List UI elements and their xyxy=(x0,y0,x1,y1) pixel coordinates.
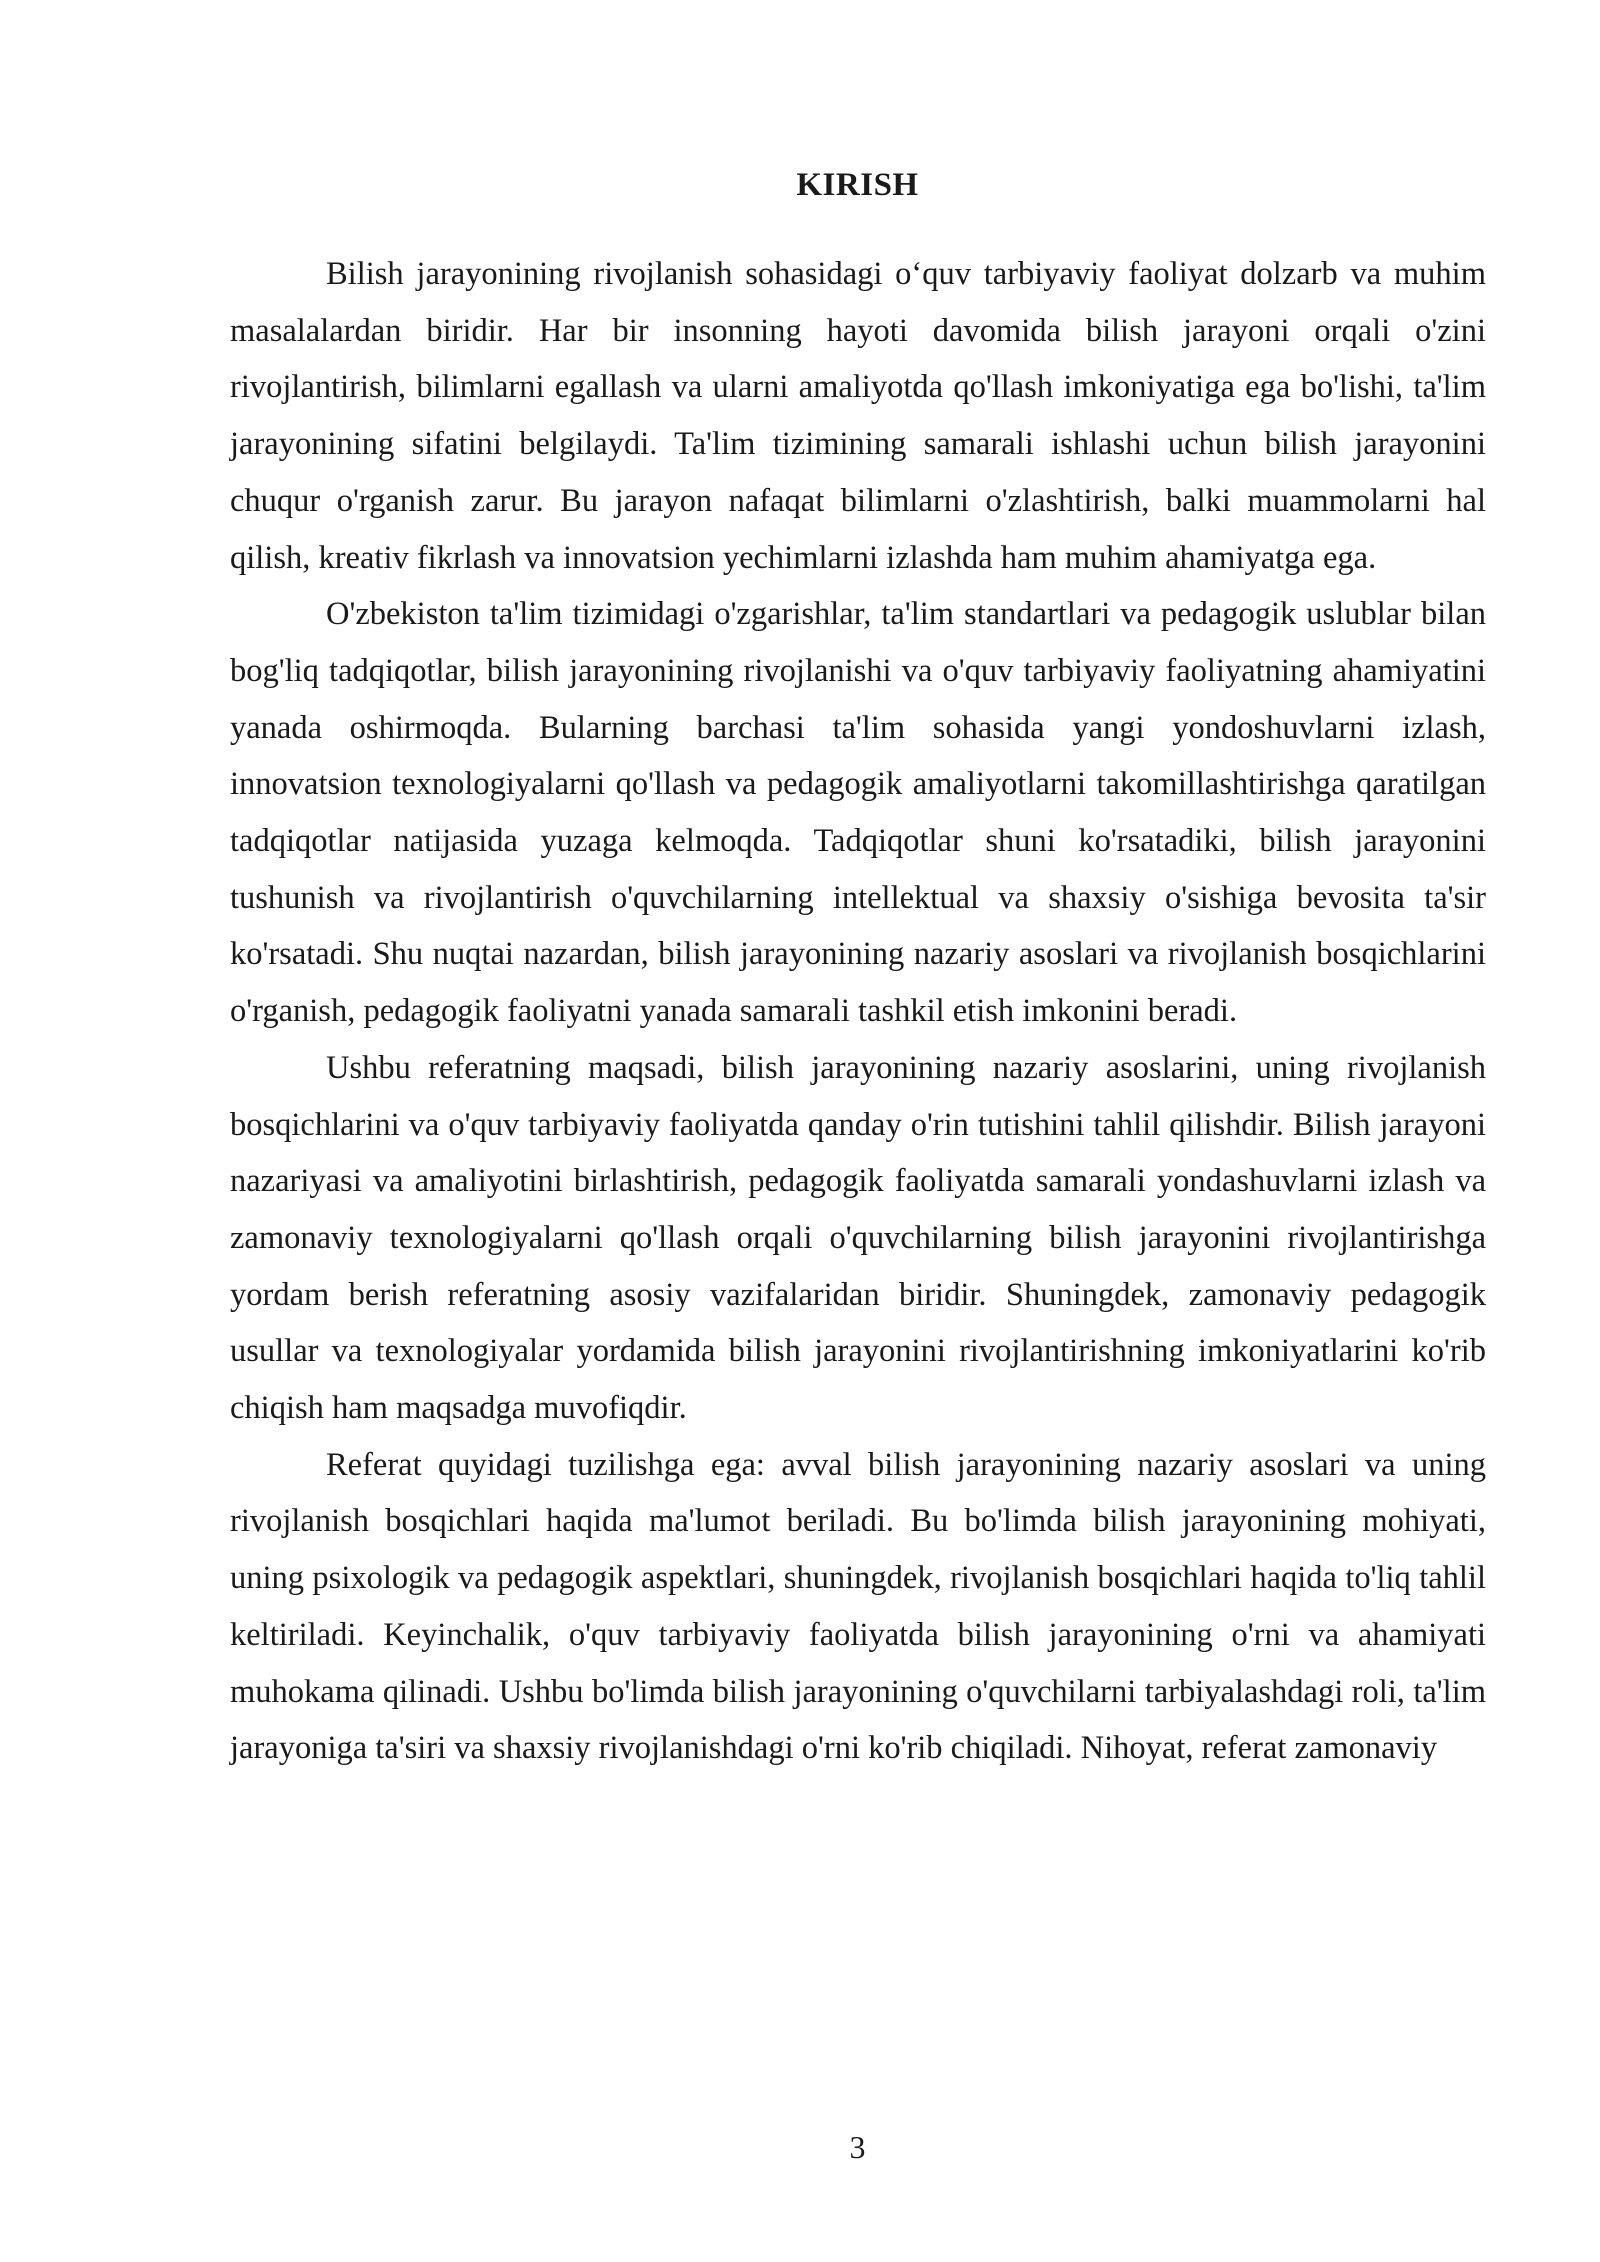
paragraph-1: Bilish jarayonining rivojlanish sohasidagi o‘quv tarbiyaviy faoliyat dolzarb va muhim masalalardan biridir. Har bir insonning hayoti davomida bilish jarayoni orqali o'zini rivojlantirish, bilimlarni egallash va ularni amaliyotda qo'llash imkoniyatiga ega bo'lishi, ta'lim jarayonining sifatini belgilaydi. Ta'lim tizimining samarali ishlashi uchun bilish jarayonini chuqur o'rganish zarur. Bu jarayon nafaqat bilimlarni o'zlashtirish, balki muammolarni hal qilish, kreativ fikrlash va innovatsion yechimlarni izlashda ham muhim ahamiyatga ega. xyxy=(230,256,1486,576)
page-title: KIRISH xyxy=(796,167,919,203)
body-text xyxy=(230,246,1486,1777)
paragraph-2: O'zbekiston ta'lim tizimidagi o'zgarishlar, ta'lim standartlari va pedagogik uslublar bilan bog'liq tadqiqotlar, bilish jarayonining rivojlanishi va o'quv tarbiyaviy faoliyatning ahamiyatini yanada oshirmoqda. Bularning barchasi ta'lim sohasida yangi yondoshuvlarni izlash, innovatsion texnologiyalarni qo'llash va pedagogik amaliyotlarni takomillashtirishga qaratilgan tadqiqotlar natijasida yuzaga kelmoqda. Tadqiqotlar shuni ko'rsatadiki, bilish jarayonini tushunish va rivojlantirish o'quvchilarning intellektual va shaxsiy o'sishiga bevosita ta'sir ko'rsatadi. Shu nuqtai nazardan, bilish jarayonining nazariy asoslari va rivojlanish bosqichlarini o'rganish, pedagogik faoliyatni yanada samarali tashkil etish imkonini beradi. xyxy=(230,596,1486,1030)
page-number: 3 xyxy=(849,2129,866,2165)
paragraph-4: Referat quyidagi tuzilishga ega: avval bilish jarayonining nazariy asoslari va uning rivojlanish bosqichlari haqida ma'lumot beriladi. Bu bo'limda bilish jarayonining mohiyati, uning psixologik va pedagogik aspektlari, shuningdek, rivojlanish bosqichlari haqida to'liq tahlil keltiriladi. Keyinchalik, o'quv tarbiyaviy faoliyatda bilish jarayonining o'rni va ahamiyati muhokama qilinadi. Ushbu bo'limda bilish jarayonining o'quvchilarni tarbiyalashdagi roli, ta'lim jarayoniga ta'siri va shaxsiy rivojlanishdagi o'rni ko'rib chiqiladi. Nihoyat, referat zamonaviy xyxy=(230,1446,1486,1767)
paragraph-3: Ushbu referatning maqsadi, bilish jarayonining nazariy asoslarini, uning rivojlanish bosqichlarini va o'quv tarbiyaviy faoliyatda qanday o'rin tutishini tahlil qilishdir. Bilish jarayoni nazariyasi va amaliyotini birlashtirish, pedagogik faoliyatda samarali yondashuvlarni izlash va zamonaviy texnologiyalarni qo'llash orqali o'quvchilarning bilish jarayonini rivojlantirishga yordam berish referatning asosiy vazifalaridan biridir. Shuningdek, zamonaviy pedagogik usullar va texnologiyalar yordamida bilish jarayonini rivojlantirishning imkoniyatlarini ko'rib chiqish ham maqsadga muvofiqdir. xyxy=(230,1049,1486,1427)
